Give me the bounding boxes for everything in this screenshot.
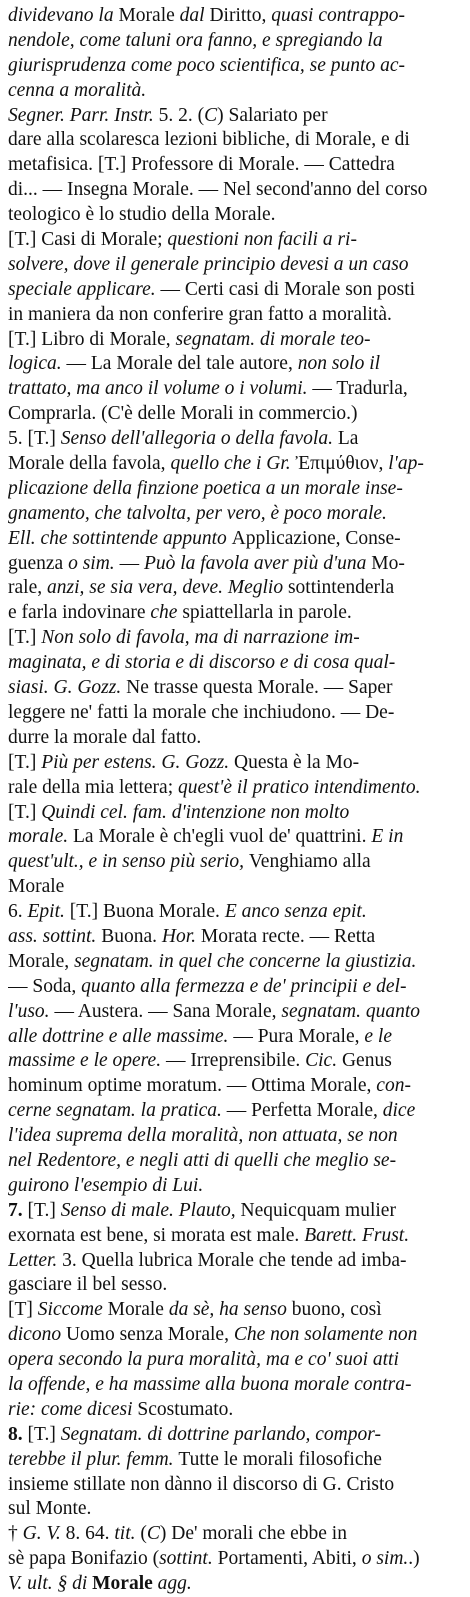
text-run: con- bbox=[376, 1075, 411, 1097]
text-line bbox=[8, 203, 462, 228]
text-run: terebbe il plur. femm. bbox=[8, 1448, 179, 1470]
text-run: Ne trasse questa Morale. — Saper bbox=[126, 677, 393, 699]
text-run: ) De' morali che ebbe in bbox=[159, 1523, 347, 1545]
text-run: [T.] bbox=[8, 801, 42, 823]
text-line bbox=[8, 1000, 462, 1025]
text-line bbox=[8, 452, 462, 477]
text-line bbox=[8, 1572, 462, 1597]
text-run: Letter. bbox=[8, 1249, 63, 1271]
text-run: Morata recte. — Retta bbox=[200, 925, 376, 947]
text-run: Comprarla. (C'è delle Morali in commercio.) bbox=[8, 403, 358, 425]
text-run: C bbox=[204, 104, 218, 126]
text-run: speciale applicare. bbox=[8, 278, 161, 300]
text-run: e farla indovinare bbox=[8, 602, 151, 624]
text-run: insieme stillate non dànno il discorso di G. Cristo bbox=[8, 1473, 395, 1495]
text-run: nendole, come taluni ora fanno, e spregiando la bbox=[8, 29, 383, 51]
text-run: segnatam. di morale teo- bbox=[175, 328, 371, 350]
text-run: che bbox=[150, 602, 183, 624]
text-run: anzi, se sia vera, deve. Meglio bbox=[46, 577, 288, 599]
text-line bbox=[8, 1323, 462, 1348]
text-run: leggere ne' fatti la morale che inchiudono. — De- bbox=[8, 701, 395, 723]
text-line bbox=[8, 1199, 462, 1224]
text-run: Ell. che sottintende appunto bbox=[8, 527, 232, 549]
text-run: trattato, ma anco il volume o i volumi. bbox=[8, 378, 313, 400]
text-run: Che non solamente non bbox=[233, 1324, 418, 1346]
text-run: cerne segnatam. la pratica. bbox=[8, 1100, 227, 1122]
text-run: hominum optime moratum. — Ottima Morale, bbox=[8, 1075, 377, 1097]
text-line bbox=[8, 1423, 462, 1448]
text-run: alle dottrine e alle massime. bbox=[8, 1025, 234, 1047]
text-line bbox=[8, 477, 462, 502]
text-run: Epit. bbox=[27, 901, 70, 923]
text-line bbox=[8, 79, 462, 104]
text-run: 7. bbox=[8, 1199, 23, 1221]
text-run: † bbox=[8, 1523, 23, 1545]
text-run: Portamenti, Abiti, bbox=[217, 1548, 362, 1570]
text-run: C bbox=[146, 1523, 160, 1545]
text-run: morale. bbox=[8, 826, 73, 848]
text-line bbox=[8, 4, 462, 29]
text-run: Applicazione, Conse- bbox=[231, 527, 401, 549]
text-run: — Pura Morale, bbox=[233, 1025, 365, 1047]
text-run: gasciare il bel sesso. bbox=[8, 1274, 168, 1296]
text-run: massime e le opere. bbox=[8, 1050, 166, 1072]
text-run: l'ap- bbox=[388, 453, 424, 475]
text-line bbox=[8, 1025, 462, 1050]
text-run: siasi. G. Gozz. bbox=[8, 677, 127, 699]
text-run: plicazione della finzione poetica a un morale inse- bbox=[8, 477, 403, 499]
text-run: E in bbox=[371, 826, 404, 848]
text-line bbox=[8, 925, 462, 950]
text-line bbox=[8, 676, 462, 701]
text-run: sottintenderla bbox=[287, 577, 395, 599]
text-run: Cic. bbox=[305, 1050, 342, 1072]
text-run: Barett. Frust. bbox=[304, 1224, 410, 1246]
text-line bbox=[8, 29, 462, 54]
text-line bbox=[8, 1224, 462, 1249]
text-run: [T.] bbox=[22, 1199, 61, 1221]
text-run: ( bbox=[140, 1523, 147, 1545]
text-run: Morale bbox=[92, 1573, 158, 1595]
text-run: o sim. bbox=[361, 1548, 409, 1570]
text-run: segnatam. quanto bbox=[281, 1000, 421, 1022]
text-run: quest'ult., e in senso più serio, bbox=[8, 851, 249, 873]
text-line bbox=[8, 1149, 462, 1174]
text-run: tit. bbox=[114, 1523, 141, 1545]
text-run: La bbox=[337, 428, 359, 450]
text-line bbox=[8, 1249, 462, 1274]
text-line bbox=[8, 502, 462, 527]
text-run: maginata, e di storia e di discorso e di cosa qual- bbox=[8, 652, 396, 674]
text-run: ass. sottint. bbox=[8, 925, 102, 947]
text-run: o sim. bbox=[68, 552, 120, 574]
text-line bbox=[8, 1398, 462, 1423]
text-line bbox=[8, 1174, 462, 1199]
text-line bbox=[8, 576, 462, 601]
text-line bbox=[8, 427, 462, 452]
text-run: e le bbox=[364, 1025, 392, 1047]
text-run: Nequicquam mulier bbox=[240, 1199, 396, 1221]
text-run: Venghiamo alla bbox=[248, 851, 371, 873]
text-run: 5. [T.] bbox=[8, 428, 61, 450]
text-run: l'idea suprema della moralità, non attuata, se non bbox=[8, 1125, 398, 1147]
text-run: dicono bbox=[8, 1324, 66, 1346]
text-line bbox=[8, 801, 462, 826]
text-line bbox=[8, 1273, 462, 1298]
text-run: V. ult. § di bbox=[8, 1573, 93, 1595]
text-run: non solo il bbox=[297, 353, 381, 375]
text-line bbox=[8, 352, 462, 377]
text-run: Quindi cel. fam. d'intenzione non molto bbox=[41, 801, 350, 823]
text-run: guenza bbox=[8, 552, 69, 574]
text-run: spiattellarla in parole. bbox=[182, 602, 352, 624]
text-run: Questa è la Mo- bbox=[234, 751, 360, 773]
text-line bbox=[8, 128, 462, 153]
text-run: l'uso. bbox=[8, 1000, 55, 1022]
text-run: [T.] Buona Morale. bbox=[69, 901, 225, 923]
text-run: .) bbox=[408, 1548, 420, 1570]
text-run: — La Morale del tale autore, bbox=[66, 353, 298, 375]
text-run: rale, bbox=[8, 577, 47, 599]
text-run: — Tradurla, bbox=[312, 378, 408, 400]
text-run: dare alla scolaresca lezioni bibliche, di Morale, e di bbox=[8, 129, 410, 151]
text-run: — Austera. — Sana Morale, bbox=[54, 1000, 282, 1022]
text-run: [T.] bbox=[8, 627, 42, 649]
text-line bbox=[8, 726, 462, 751]
text-run: Genus bbox=[341, 1050, 392, 1072]
text-run: exornata est bene, si morata est male. bbox=[8, 1224, 305, 1246]
text-run: questioni non facili a ri- bbox=[167, 229, 357, 251]
text-run: sul Monte. bbox=[8, 1498, 92, 1520]
text-run: 3. Quella lubrica Morale che tende ad imba- bbox=[62, 1249, 407, 1271]
text-line bbox=[8, 303, 462, 328]
text-run: Hor. bbox=[161, 925, 201, 947]
text-run: cenna a moralità. bbox=[8, 79, 147, 101]
text-run: durre la morale dal fatto. bbox=[8, 726, 202, 748]
text-run: Senso dell'allegoria o della favola. bbox=[60, 428, 338, 450]
text-run: 8. bbox=[8, 1423, 23, 1445]
text-run: E anco senza epit. bbox=[224, 901, 367, 923]
text-run: Morale bbox=[107, 1299, 169, 1321]
text-run: Può la favola aver più d'una bbox=[143, 552, 372, 574]
text-line bbox=[8, 278, 462, 303]
text-run: — bbox=[119, 552, 144, 574]
text-run: quasi contrappo- bbox=[271, 5, 405, 26]
text-line bbox=[8, 328, 462, 353]
text-line bbox=[8, 228, 462, 253]
text-run: — Irreprensibile. bbox=[165, 1050, 306, 1072]
text-run: Morale bbox=[118, 5, 180, 26]
text-line bbox=[8, 875, 462, 900]
text-line bbox=[8, 626, 462, 651]
text-run: Segnatam. di dottrine parlando, compor- bbox=[60, 1423, 381, 1445]
text-run: G. V. bbox=[22, 1523, 66, 1545]
text-line bbox=[8, 601, 462, 626]
text-run: 6. bbox=[8, 901, 28, 923]
text-line bbox=[8, 253, 462, 278]
text-run: teologico è lo studio della Morale. bbox=[8, 204, 276, 226]
text-line bbox=[8, 1473, 462, 1498]
text-run: La Morale è ch'egli vuol de' quattrini. bbox=[73, 826, 372, 848]
text-run: Morale, bbox=[8, 950, 75, 972]
text-run: [T.] Libro di Morale, bbox=[8, 328, 176, 350]
text-run: quanto alla fermezza e de' principii e del- bbox=[81, 975, 407, 997]
text-line bbox=[8, 850, 462, 875]
text-line bbox=[8, 776, 462, 801]
text-line bbox=[8, 1448, 462, 1473]
text-line bbox=[8, 54, 462, 79]
text-run: Più per estens. G. Gozz. bbox=[41, 751, 235, 773]
text-run: — Perfetta Morale, bbox=[226, 1100, 383, 1122]
text-run: sottint. bbox=[159, 1548, 218, 1570]
text-line bbox=[8, 1099, 462, 1124]
text-run: Morale della favola, bbox=[8, 453, 171, 475]
text-run: di... — Insegna Morale. — Nel second'anno del corso bbox=[8, 179, 428, 201]
text-line bbox=[8, 1049, 462, 1074]
text-run: dal bbox=[179, 5, 210, 26]
text-line bbox=[8, 825, 462, 850]
text-run: dividevano la bbox=[8, 5, 119, 26]
text-line bbox=[8, 1074, 462, 1099]
text-line bbox=[8, 527, 462, 552]
text-run: Segner. Parr. Instr. bbox=[8, 104, 159, 126]
text-line bbox=[8, 751, 462, 776]
text-run: Non solo di favola, ma di narrazione im- bbox=[41, 627, 360, 649]
text-run: Siccome bbox=[37, 1299, 108, 1321]
text-run: buono, così bbox=[291, 1299, 382, 1321]
text-run: metafisica. [T.] Professore di Morale. — Cattedra bbox=[8, 154, 395, 176]
text-line bbox=[8, 402, 462, 427]
text-run: la offende, e ha massime alla buona morale contra- bbox=[8, 1373, 412, 1395]
text-run: nel Redentore, e negli atti di quelli che meglio se- bbox=[8, 1149, 397, 1171]
text-run: agg. bbox=[157, 1573, 192, 1595]
text-line bbox=[8, 701, 462, 726]
text-line bbox=[8, 1547, 462, 1572]
text-run: gnamento, che talvolta, per vero, è poco morale. bbox=[8, 502, 387, 524]
text-run: ) Salariato per bbox=[217, 104, 328, 126]
text-run: [T.] Casi di Morale; bbox=[8, 229, 168, 251]
text-line bbox=[8, 1298, 462, 1323]
text-line bbox=[8, 651, 462, 676]
text-line bbox=[8, 950, 462, 975]
text-run: rie: come dicesi bbox=[8, 1398, 138, 1420]
text-run: da sè, ha senso bbox=[168, 1299, 292, 1321]
text-run: Ἐπιμύθιον, bbox=[295, 453, 389, 475]
text-line bbox=[8, 900, 462, 925]
text-run: Mo- bbox=[371, 552, 405, 574]
text-line bbox=[8, 178, 462, 203]
text-line bbox=[8, 1522, 462, 1547]
text-run: quest'è il pratico intendimento. bbox=[178, 776, 421, 798]
text-line bbox=[8, 104, 462, 129]
text-run: logica. bbox=[8, 353, 67, 375]
text-line bbox=[8, 153, 462, 178]
text-run: 5. 2. ( bbox=[158, 104, 205, 126]
text-run: — Soda, bbox=[8, 975, 82, 997]
text-run: [T.] bbox=[22, 1423, 61, 1445]
text-run: solvere, dove il generale principio devesi a un caso bbox=[8, 253, 409, 275]
text-run: Diritto, bbox=[209, 5, 272, 26]
text-run: guirono l'esempio di Lui. bbox=[8, 1174, 204, 1196]
text-run: rale della mia lettera; bbox=[8, 776, 178, 798]
text-run: 8. 64. bbox=[65, 1523, 115, 1545]
text-run: sè papa Bonifazio ( bbox=[8, 1548, 160, 1570]
text-line bbox=[8, 552, 462, 577]
text-run: giurisprudenza come poco scientifica, se punto ac- bbox=[8, 54, 405, 76]
text-run: [T.] bbox=[8, 751, 42, 773]
text-run: Uomo senza Morale, bbox=[65, 1324, 234, 1346]
text-line bbox=[8, 1373, 462, 1398]
text-line bbox=[8, 377, 462, 402]
text-line bbox=[8, 1497, 462, 1522]
text-run: [T] bbox=[8, 1299, 38, 1321]
text-run: — Certi casi di Morale son posti bbox=[160, 278, 416, 300]
text-run: segnatam. in quel che concerne la giustizia. bbox=[74, 950, 417, 972]
text-run: Senso di male. Plauto, bbox=[60, 1199, 241, 1221]
text-run: opera secondo la pura moralità, ma e co' suoi atti bbox=[8, 1349, 399, 1371]
text-run: in maniera da non conferire gran fatto a moralità. bbox=[8, 303, 392, 325]
text-line bbox=[8, 975, 462, 1000]
text-run: Buona. bbox=[101, 925, 162, 947]
text-run: Morale bbox=[8, 876, 65, 898]
text-run: quello che i Gr. bbox=[170, 453, 296, 475]
text-run: dice bbox=[382, 1100, 416, 1122]
text-run: Tutte le morali filosofiche bbox=[178, 1448, 382, 1470]
text-run: Scostumato. bbox=[137, 1398, 234, 1420]
text-line bbox=[8, 1124, 462, 1149]
text-line bbox=[8, 1348, 462, 1373]
